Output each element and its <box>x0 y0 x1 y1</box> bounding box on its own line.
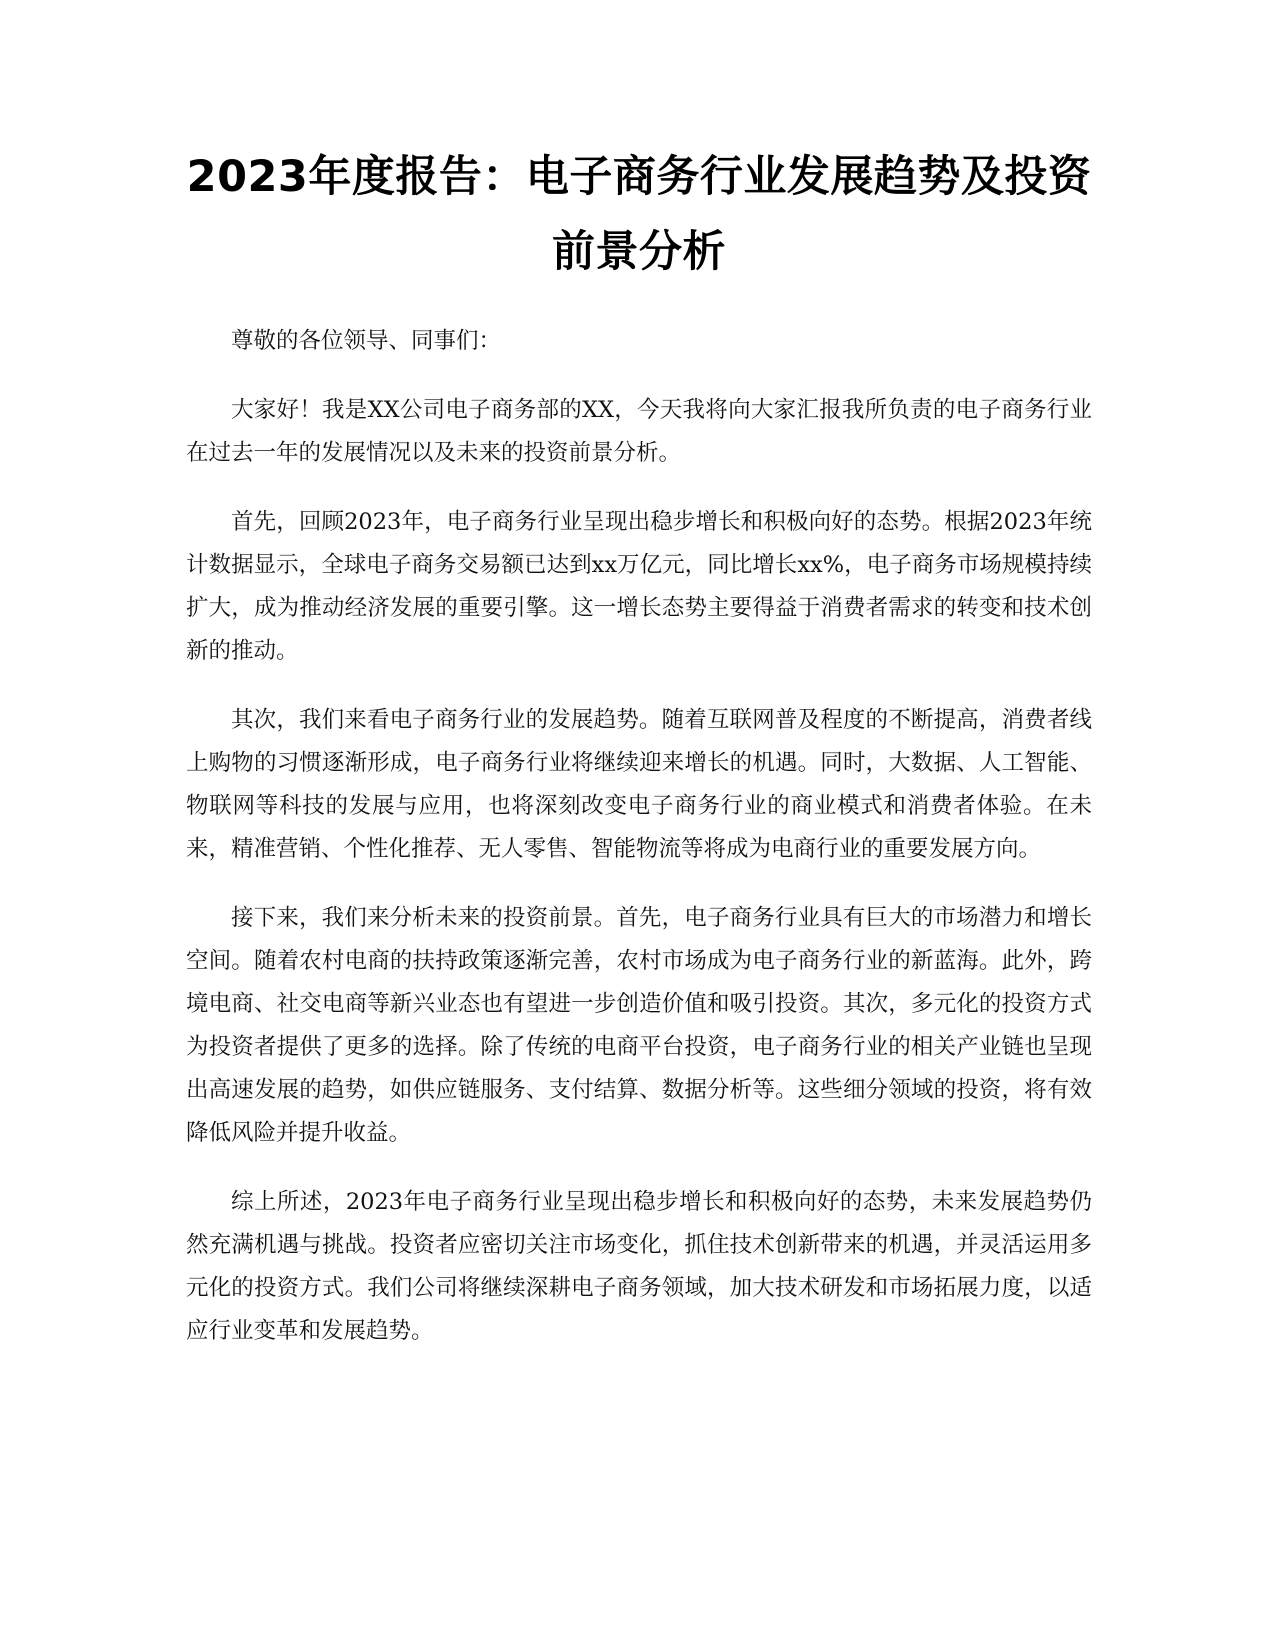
paragraph-development-trends: 其次，我们来看电子商务行业的发展趋势。随着互联网普及程度的不断提高，消费者线上购物的习惯逐渐形成，电子商务行业将继续迎来增长的机遇。同时，大数据、人工智能、物联网等科技的发展与应用，也将深刻改变电子商务行业的商业模式和消费者体验。在未来，精准营销、个性化推荐、无人零售、智能物流等将成为电商行业的重要发展方向。 <box>186 707 1092 862</box>
salutation: 尊敬的各位领导、同事们： <box>231 328 502 354</box>
document-body <box>186 320 1092 1379</box>
paragraph-review-2023: 首先，回顾2023年，电子商务行业呈现出稳步增长和积极向好的态势。根据2023年统计数据显示，全球电子商务交易额已达到xx万亿元，同比增长xx%，电子商务市场规模持续扩大，成为推动经济发展的重要引擎。这一增长态势主要得益于消费者需求的转变和技术创新的推动。 <box>186 509 1092 664</box>
paragraph-introduction: 大家好！我是XX公司电子商务部的XX，今天我将向大家汇报我所负责的电子商务行业在过去一年的发展情况以及未来的投资前景分析。 <box>186 397 1092 466</box>
paragraph-conclusion: 综上所述，2023年电子商务行业呈现出稳步增长和积极向好的态势，未来发展趋势仍然充满机遇与挑战。投资者应密切关注市场变化，抓住技术创新带来的机遇，并灵活运用多元化的投资方式。我们公司将继续深耕电子商务领域，加大技术研发和市场拓展力度，以适应行业变革和发展趋势。 <box>186 1189 1092 1344</box>
document-title: 2023年度报告：电子商务行业发展趋势及投资前景分析 <box>186 152 1092 277</box>
paragraph-investment-prospects: 接下来，我们来分析未来的投资前景。首先，电子商务行业具有巨大的市场潜力和增长空间。随着农村电商的扶持政策逐渐完善，农村市场成为电子商务行业的新蓝海。此外，跨境电商、社交电商等新兴业态也有望进一步创造价值和吸引投资。其次，多元化的投资方式为投资者提供了更多的选择。除了传统的电商平台投资，电子商务行业的相关产业链也呈现出高速发展的趋势，如供应链服务、支付结算、数据分析等。这些细分领域的投资，将有效降低风险并提升收益。 <box>186 905 1092 1146</box>
